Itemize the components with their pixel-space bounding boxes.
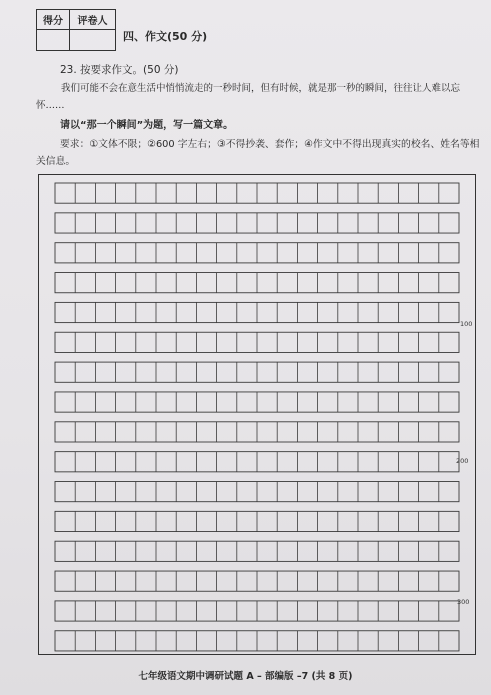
word-count-mark-300: 300 [457,598,470,606]
question-requirements: 要求：①文体不限；②600 字左右；③不得抄袭、套作；④作文中不得出现真实的校名、姓名等相关信息。 [36,139,480,167]
writing-grid[interactable] [38,174,476,655]
question-instruction: 请以“那一个瞬间”为题，写一篇文章。 [60,120,234,131]
score-cell[interactable] [37,30,70,50]
score-table [36,9,116,51]
grader-label: 评卷人 [70,10,115,30]
word-count-mark-100: 100 [460,320,473,328]
score-label: 得分 [37,10,70,30]
page-footer: 七年级语文期中调研试题 A – 部编版 –7 (共 8 页) [138,671,353,682]
question-title: 23. 按要求作文。(50 分) [60,64,179,76]
section-title: 四、作文(50 分) [123,30,208,43]
writing-grid-lines [39,175,475,654]
word-count-mark-200: 200 [456,457,469,465]
grader-cell[interactable] [70,30,115,50]
question-prompt: 我们可能不会在意生活中悄悄流走的一秒时间，但有时候，就是那一秒的瞬间，往往让人难以忘怀…… [36,83,461,111]
